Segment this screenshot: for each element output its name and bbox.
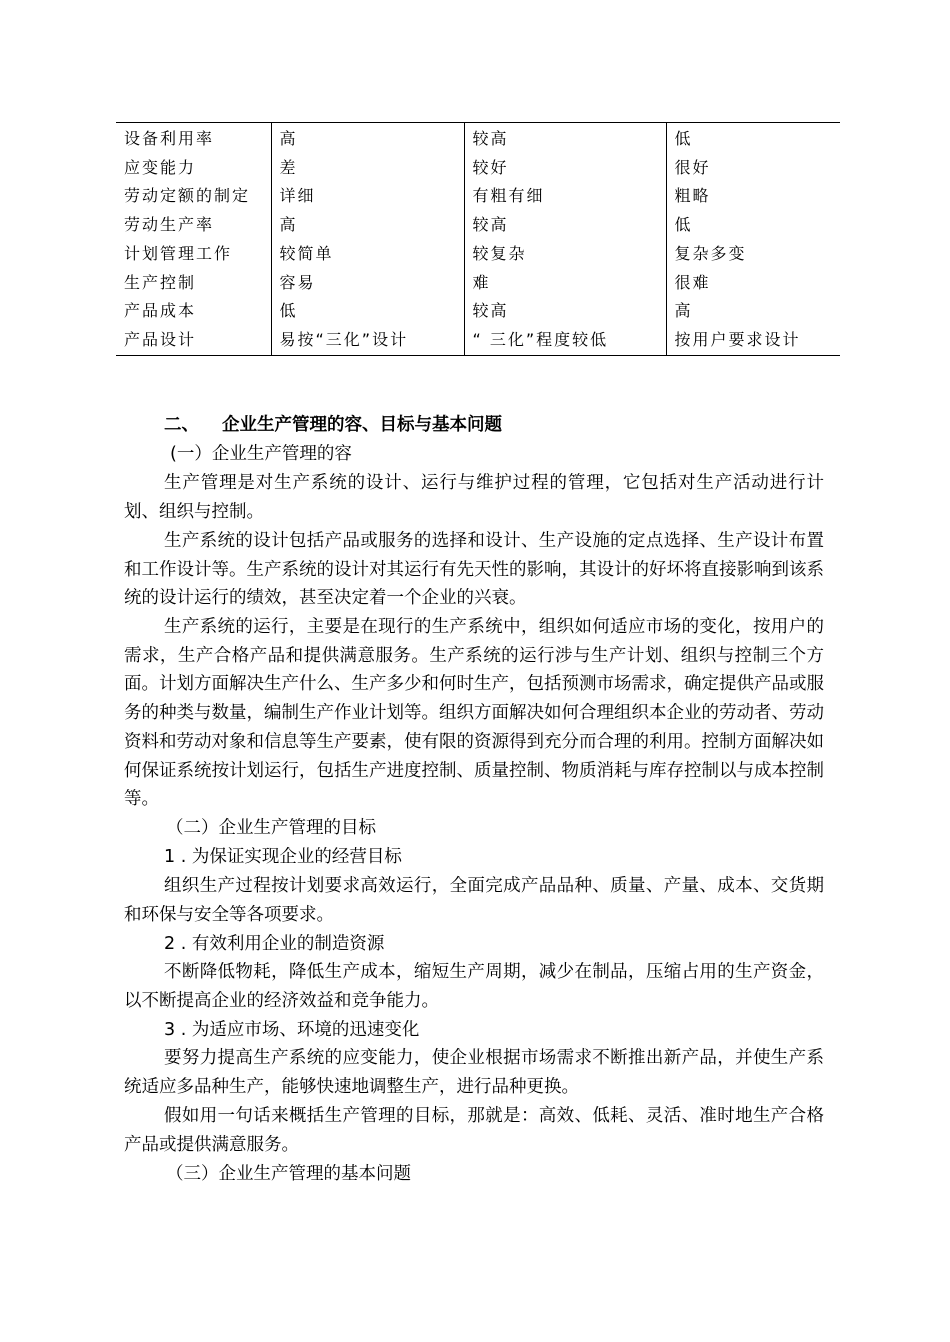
table-cell: 高 (666, 297, 840, 326)
table-cell: 较复杂 (464, 240, 666, 269)
table-row (116, 182, 840, 211)
paragraph: 假如用一句话来概括生产管理的目标，那就是：高效、低耗、灵活、准时地生产合格产品或提供满意服务。 (124, 1106, 824, 1155)
table-row (116, 240, 840, 269)
goal-title: 2 . 有效利用企业的制造资源 (164, 934, 385, 954)
table-cell: 劳动定额的制定 (124, 186, 251, 206)
paragraph: 不断降低物耗，降低生产成本，缩短生产周期，减少在制品，压缩占用的生产资金，以不断提高企业的经济效益和竞争能力。 (124, 962, 824, 1011)
table-cell: 复杂多变 (666, 240, 840, 269)
table-cell: 容易 (271, 269, 464, 298)
table-row (116, 123, 840, 154)
table-cell: 应变能力 (124, 157, 197, 177)
table-cell: 低 (666, 123, 840, 154)
subheading-content: (一）企业生产管理的容 (170, 444, 352, 464)
table-cell: 产品成本 (124, 301, 197, 321)
table-cell: 产品设计 (124, 329, 197, 349)
table-cell: 难 (464, 269, 666, 298)
table-row (116, 269, 840, 298)
section-number: 二、 (164, 415, 199, 435)
table-cell: 较好 (464, 154, 666, 183)
table-cell: 高 (271, 211, 464, 240)
table-cell: 很好 (666, 154, 840, 183)
table-cell: 计划管理工作 (124, 243, 233, 263)
table-row (116, 326, 840, 355)
paragraph: 生产系统的运行，主要是在现行的生产系统中，组织如何适应市场的变化，按用户的需求，生产合格产品和提供满意服务。生产系统的运行涉与生产计划、组织与控制三个方面。计划方面解决生产什么、生产多少和何时生产，包括预测市场需求，确定提供产品或服务的种类与数量，编制生产作业计划等。组织方面解决如何合理组织本企业的劳动者、劳动资料和劳动对象和信息等生产要素，使有限的资源得到充分而合理的利用。控制方面解决如何保证系统按计划运行，包括生产进度控制、质量控制、物质消耗与库存控制以与成本控制等。 (124, 617, 824, 810)
table-cell: 低 (666, 211, 840, 240)
table-cell: 高 (271, 123, 464, 154)
table-cell: 生产控制 (124, 272, 197, 292)
table-row (116, 154, 840, 183)
table-cell: 按用户要求设计 (666, 326, 840, 355)
comparison-table (116, 122, 840, 356)
subheading-problems: （三）企业生产管理的基本问题 (166, 1164, 411, 1184)
table-cell: 详细 (271, 182, 464, 211)
paragraph: 生产系统的设计包括产品或服务的选择和设计、生产设施的定点选择、生产设计布置和工作设计等。生产系统的设计对其运行有先天性的影响，其设计的好坏将直接影响到该系统的设计运行的绩效，甚至决定着一个企业的兴衰。 (124, 531, 824, 609)
table-cell: 有粗有细 (464, 182, 666, 211)
table-cell: 较简单 (271, 240, 464, 269)
table-cell: 较高 (464, 123, 666, 154)
section-title: 企业生产管理的容、目标与基本问题 (222, 415, 502, 435)
section-heading (164, 411, 502, 440)
paragraph: 组织生产过程按计划要求高效运行，全面完成产品品种、质量、产量、成本、交货期和环保与安全等各项要求。 (124, 876, 824, 925)
table-cell: 劳动生产率 (124, 215, 215, 235)
table-cell: 很难 (666, 269, 840, 298)
table-cell: “ 三化”程度较低 (464, 326, 666, 355)
table-cell: 差 (271, 154, 464, 183)
table-cell: 粗略 (666, 182, 840, 211)
table-cell: 易按“三化”设计 (271, 326, 464, 355)
table-cell: 较高 (464, 297, 666, 326)
goal-title: 3 . 为适应市场、环境的迅速变化 (164, 1020, 420, 1040)
subheading-goals: （二）企业生产管理的目标 (166, 818, 376, 838)
paragraph: 要努力提高生产系统的应变能力，使企业根据市场需求不断推出新产品，并使生产系统适应多品种生产，能够快速地调整生产，进行品种更换。 (124, 1048, 824, 1097)
table-cell: 较高 (464, 211, 666, 240)
goal-title: 1 . 为保证实现企业的经营目标 (164, 847, 402, 867)
table-row (116, 297, 840, 326)
table-cell: 低 (271, 297, 464, 326)
table-row (116, 211, 840, 240)
paragraph: 生产管理是对生产系统的设计、运行与维护过程的管理，它包括对生产活动进行计划、组织与控制。 (124, 473, 824, 522)
table-cell: 设备利用率 (124, 129, 215, 148)
